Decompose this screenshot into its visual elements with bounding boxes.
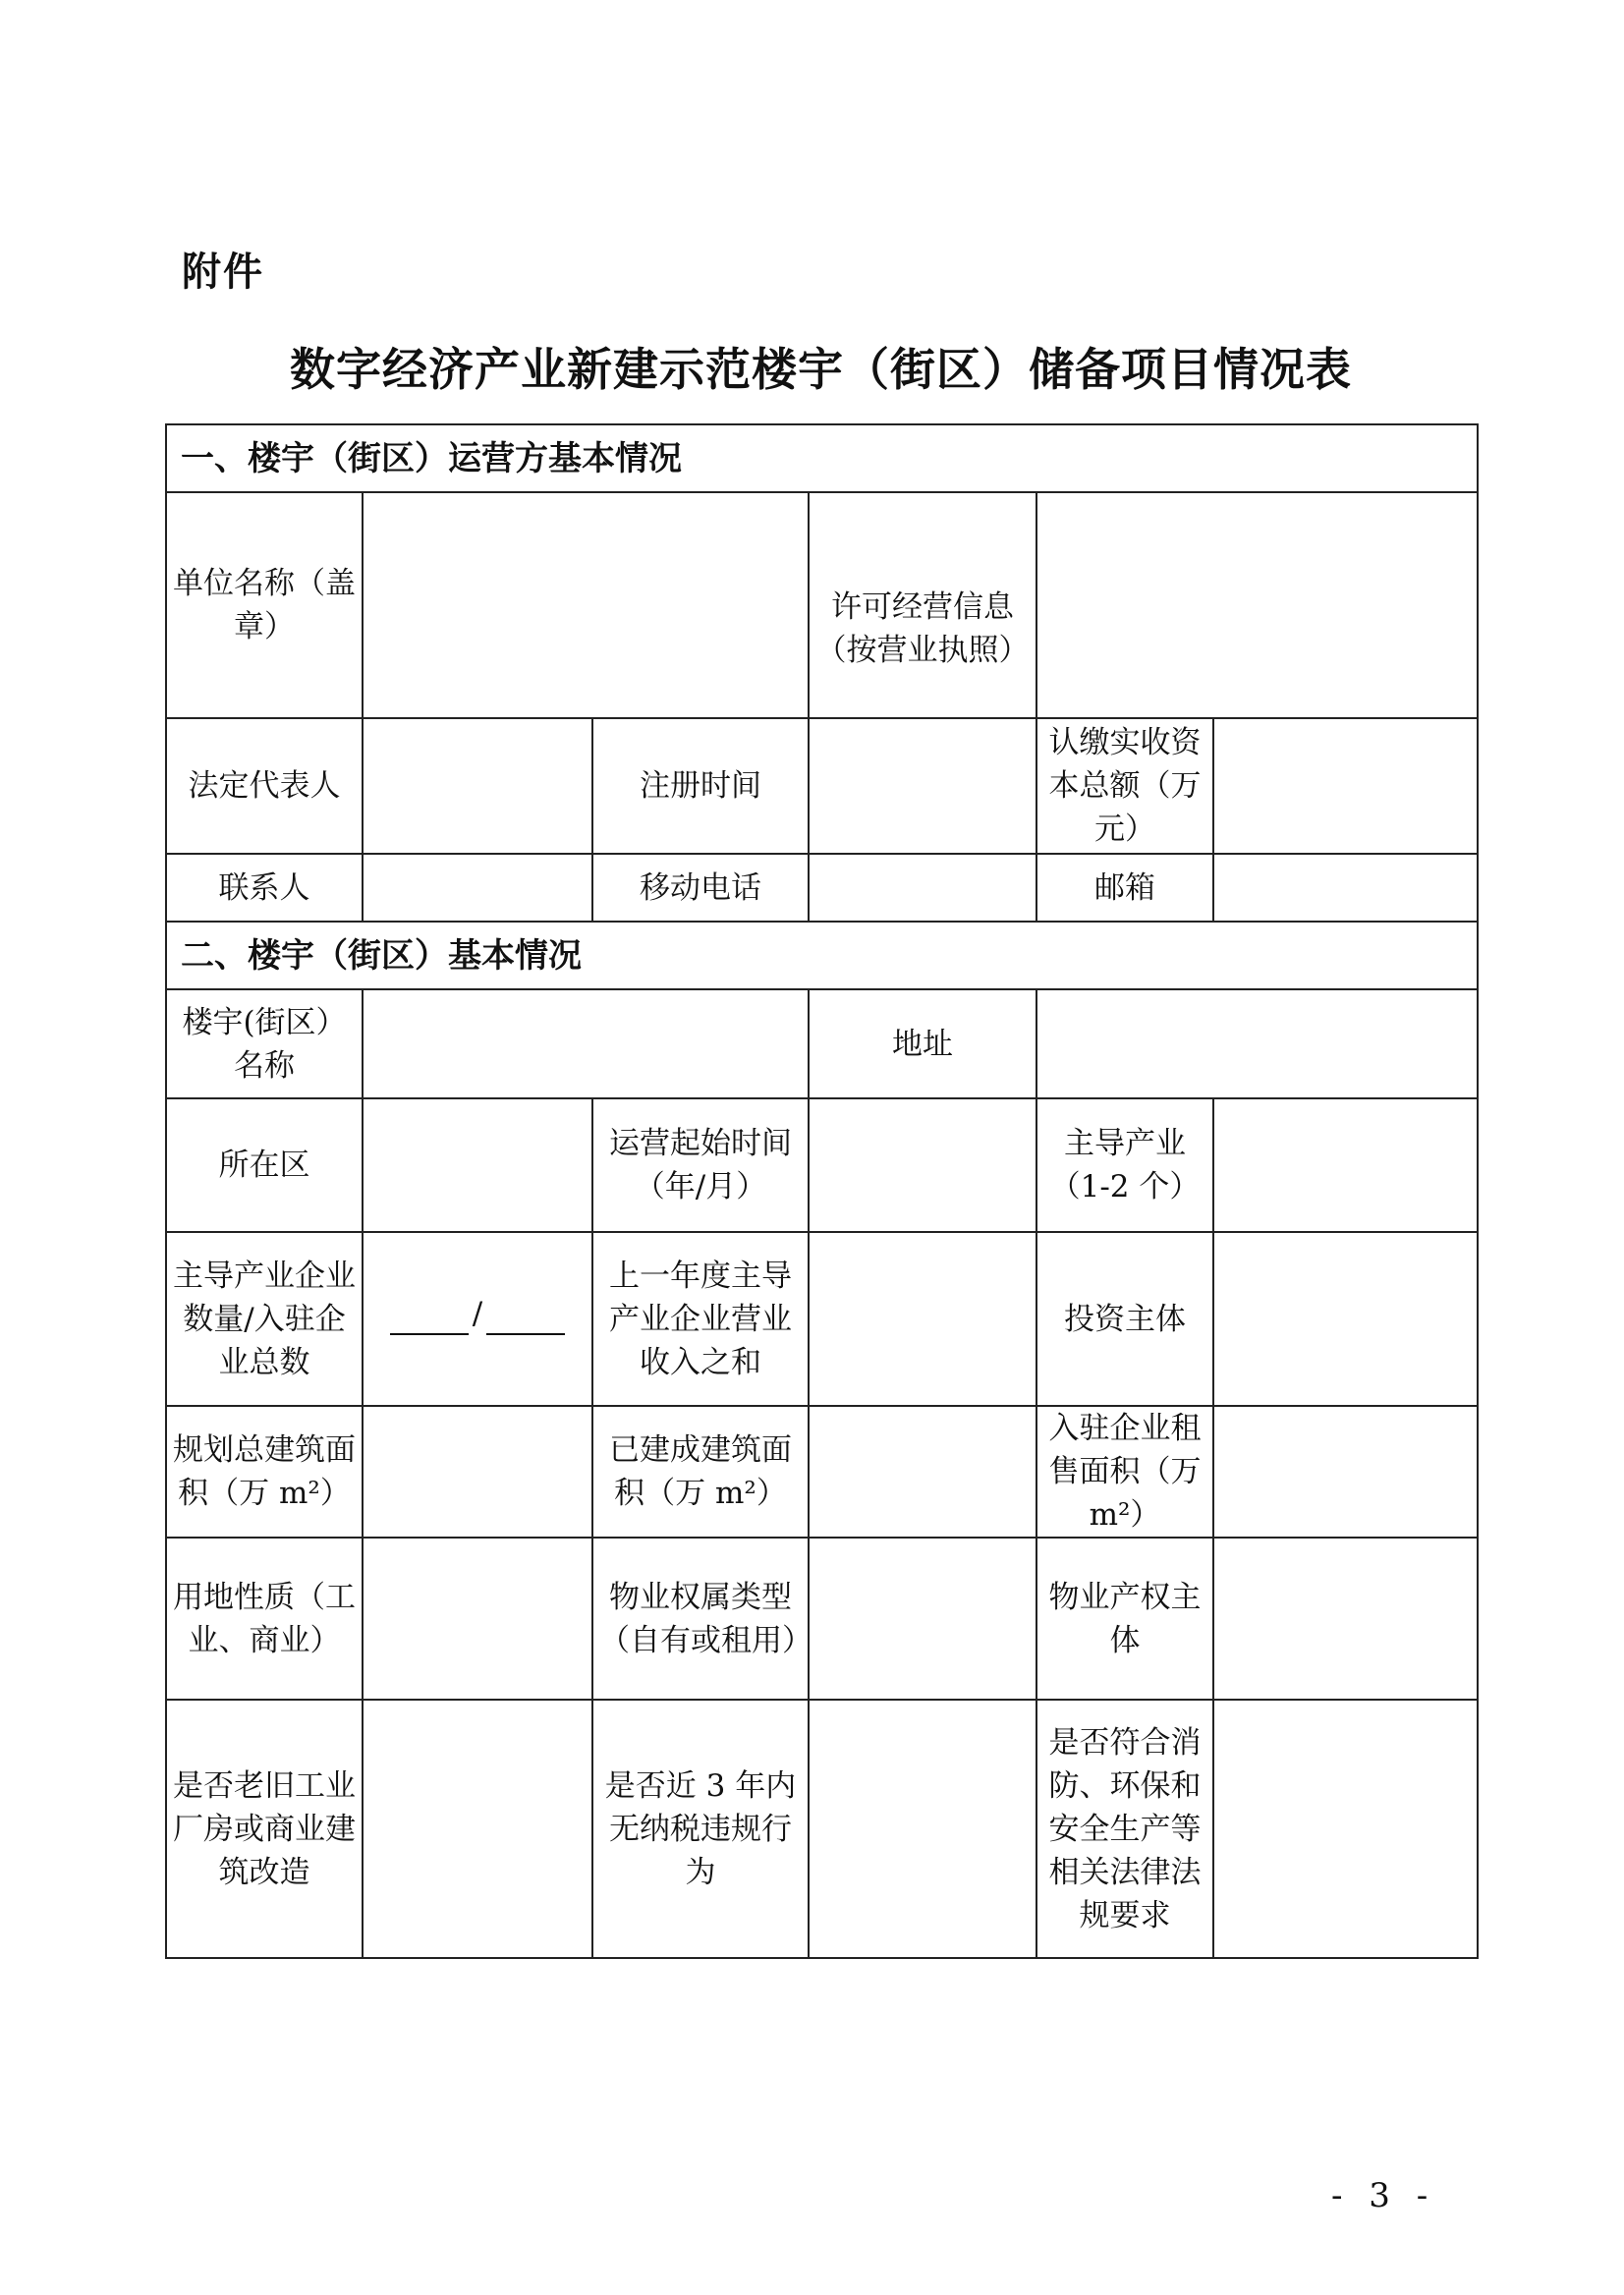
last-year-revenue-label: 上一年度主导产业企业营业收入之和 <box>592 1232 809 1406</box>
contact-label: 联系人 <box>166 854 363 922</box>
mobile-field[interactable] <box>809 854 1036 922</box>
investor-label: 投资主体 <box>1036 1232 1213 1406</box>
start-time-field[interactable] <box>809 1098 1036 1232</box>
page-number: - 3 - <box>1331 2176 1436 2215</box>
building-name-label: 楼宇(街区）名称 <box>166 989 363 1098</box>
compliance-row <box>166 1700 1478 1958</box>
address-field[interactable] <box>1036 989 1478 1098</box>
leased-area-field[interactable] <box>1213 1406 1478 1538</box>
investor-field[interactable] <box>1213 1232 1478 1406</box>
section2-header-row <box>166 922 1478 989</box>
form-title: 数字经济产业新建示范楼宇（街区）储备项目情况表 <box>290 343 1352 396</box>
attachment-label: 附件 <box>182 250 264 295</box>
section1-header-row <box>166 424 1478 492</box>
address-label: 地址 <box>809 989 1036 1098</box>
district-label: 所在区 <box>166 1098 363 1232</box>
section2-heading: 二、楼宇（街区）基本情况 <box>166 922 1478 989</box>
tax-compliance-field[interactable] <box>809 1700 1036 1958</box>
capital-label: 认缴实收资本总额（万元） <box>1036 718 1213 854</box>
land-row <box>166 1538 1478 1700</box>
unit-name-field[interactable] <box>363 492 809 718</box>
project-info-table <box>165 423 1479 1959</box>
legal-rep-label: 法定代表人 <box>166 718 363 854</box>
email-field[interactable] <box>1213 854 1478 922</box>
enterprise-main-count-blank[interactable] <box>390 1304 469 1335</box>
section1-heading: 一、楼宇（街区）运营方基本情况 <box>166 424 1478 492</box>
renovation-field[interactable] <box>363 1700 592 1958</box>
reg-time-field[interactable] <box>809 718 1036 854</box>
leased-area-label: 入驻企业租售面积（万 m²） <box>1036 1406 1213 1538</box>
enterprise-total-count-blank[interactable] <box>486 1304 565 1335</box>
renovation-label: 是否老旧工业厂房或商业建筑改造 <box>166 1700 363 1958</box>
tax-compliance-label: 是否近 3 年内无纳税违规行为 <box>592 1700 809 1958</box>
land-use-label: 用地性质（工业、商业） <box>166 1538 363 1700</box>
planned-area-label: 规划总建筑面积（万 m²） <box>166 1406 363 1538</box>
enterprise-row <box>166 1232 1478 1406</box>
main-industry-label: 主导产业（1-2 个） <box>1036 1098 1213 1232</box>
property-owner-label: 物业产权主体 <box>1036 1538 1213 1700</box>
capital-field[interactable] <box>1213 718 1478 854</box>
enterprise-count-field[interactable] <box>363 1232 592 1406</box>
legal-rep-field[interactable] <box>363 718 592 854</box>
license-info-label: 许可经营信息（按营业执照） <box>809 492 1036 718</box>
mobile-label: 移动电话 <box>592 854 809 922</box>
contact-row <box>166 854 1478 922</box>
legal-compliance-label: 是否符合消防、环保和安全生产等相关法律法规要求 <box>1036 1700 1213 1958</box>
email-label: 邮箱 <box>1036 854 1213 922</box>
property-owner-field[interactable] <box>1213 1538 1478 1700</box>
legal-compliance-field[interactable] <box>1213 1700 1478 1958</box>
ratio-separator: / <box>472 1295 483 1331</box>
ratio-input[interactable] <box>390 1292 565 1335</box>
reg-time-label: 注册时间 <box>592 718 809 854</box>
building-name-field[interactable] <box>363 989 809 1098</box>
building-row <box>166 989 1478 1098</box>
planned-area-field[interactable] <box>363 1406 592 1538</box>
start-time-label: 运营起始时间（年/月） <box>592 1098 809 1232</box>
unit-name-label: 单位名称（盖章） <box>166 492 363 718</box>
built-area-label: 已建成建筑面积（万 m²） <box>592 1406 809 1538</box>
contact-field[interactable] <box>363 854 592 922</box>
built-area-field[interactable] <box>809 1406 1036 1538</box>
district-row <box>166 1098 1478 1232</box>
last-year-revenue-field[interactable] <box>809 1232 1036 1406</box>
license-info-field[interactable] <box>1036 492 1478 718</box>
main-industry-field[interactable] <box>1213 1098 1478 1232</box>
property-type-label: 物业权属类型（自有或租用） <box>592 1538 809 1700</box>
land-use-field[interactable] <box>363 1538 592 1700</box>
property-type-field[interactable] <box>809 1538 1036 1700</box>
enterprise-count-label: 主导产业企业数量/入驻企业总数 <box>166 1232 363 1406</box>
unit-row <box>166 492 1478 718</box>
district-field[interactable] <box>363 1098 592 1232</box>
legal-rep-row <box>166 718 1478 854</box>
area-row <box>166 1406 1478 1538</box>
